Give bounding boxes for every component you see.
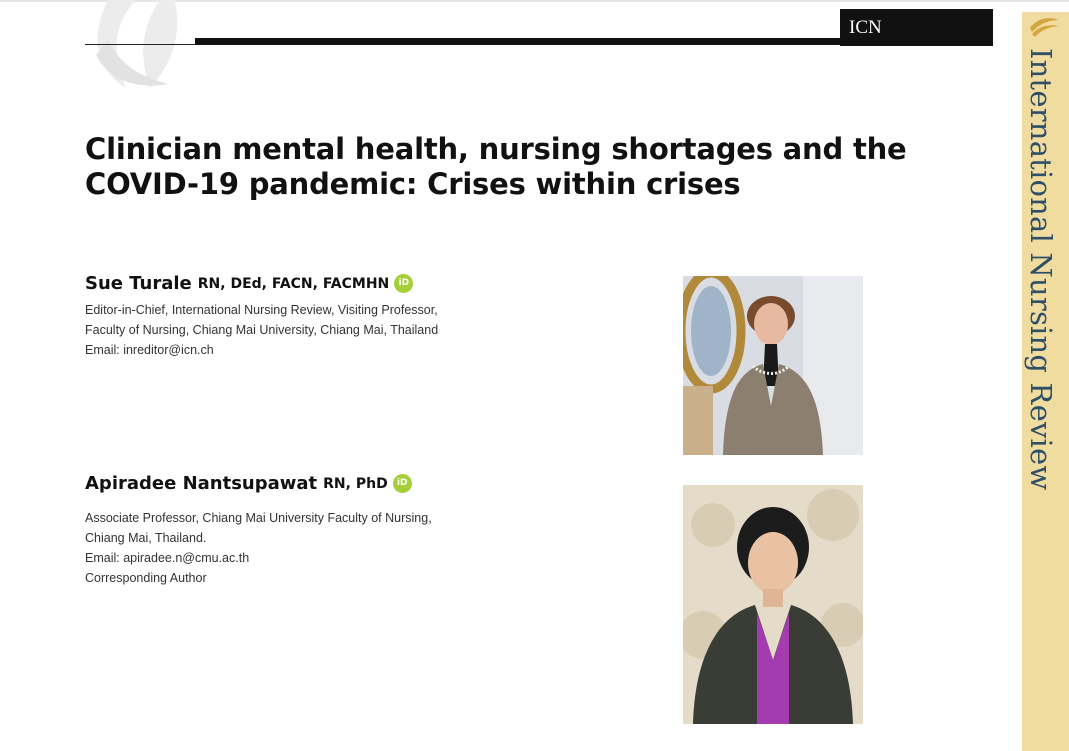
article-title-line-1: Clinician mental health, nursing shortages and the	[85, 132, 907, 166]
author-1-name-row	[85, 273, 413, 294]
author-1-affiliation	[85, 300, 438, 360]
author-2-corresponding-note: Corresponding Author	[85, 571, 207, 585]
author-2-name: Apiradee Nantsupawat	[85, 473, 318, 494]
orcid-icon[interactable]: iD	[394, 274, 413, 293]
journal-title-vertical	[1022, 48, 1069, 528]
author-2-name-row	[85, 473, 412, 494]
article-title	[85, 132, 925, 202]
author-2-affiliation	[85, 508, 432, 588]
icn-flame-icon	[1027, 14, 1061, 40]
author-2-credentials: RN, PhD	[323, 475, 388, 492]
orcid-icon[interactable]: iD	[393, 474, 412, 493]
author-1-affiliation-line: Faculty of Nursing, Chiang Mai University, Chiang Mai, Thailand	[85, 323, 439, 337]
article-title-line-2: COVID-19 pandemic: Crises within crises	[85, 167, 741, 201]
author-1-email: Email: inreditor@icn.ch	[85, 343, 214, 357]
header-bar	[195, 38, 840, 45]
author-1-photo	[683, 276, 863, 455]
journal-title-text: International Nursing Review	[1023, 48, 1058, 491]
author-2-email: Email: apiradee.n@cmu.ac.th	[85, 551, 250, 565]
author-1-affiliation-line: Editor-in-Chief, International Nursing Review, Visiting Professor,	[85, 303, 438, 317]
author-1-credentials: RN, DEd, FACN, FACMHN	[197, 275, 390, 292]
author-2-photo	[683, 485, 863, 724]
author-2-affiliation-line: Associate Professor, Chiang Mai University Faculty of Nursing,	[85, 511, 432, 525]
author-1-name: Sue Turale	[85, 273, 192, 294]
journal-short-label: ICN	[840, 9, 993, 46]
icn-flame-logo-watermark	[78, 0, 198, 90]
author-2-affiliation-line: Chiang Mai, Thailand.	[85, 531, 207, 545]
header-thin-rule	[85, 44, 195, 45]
